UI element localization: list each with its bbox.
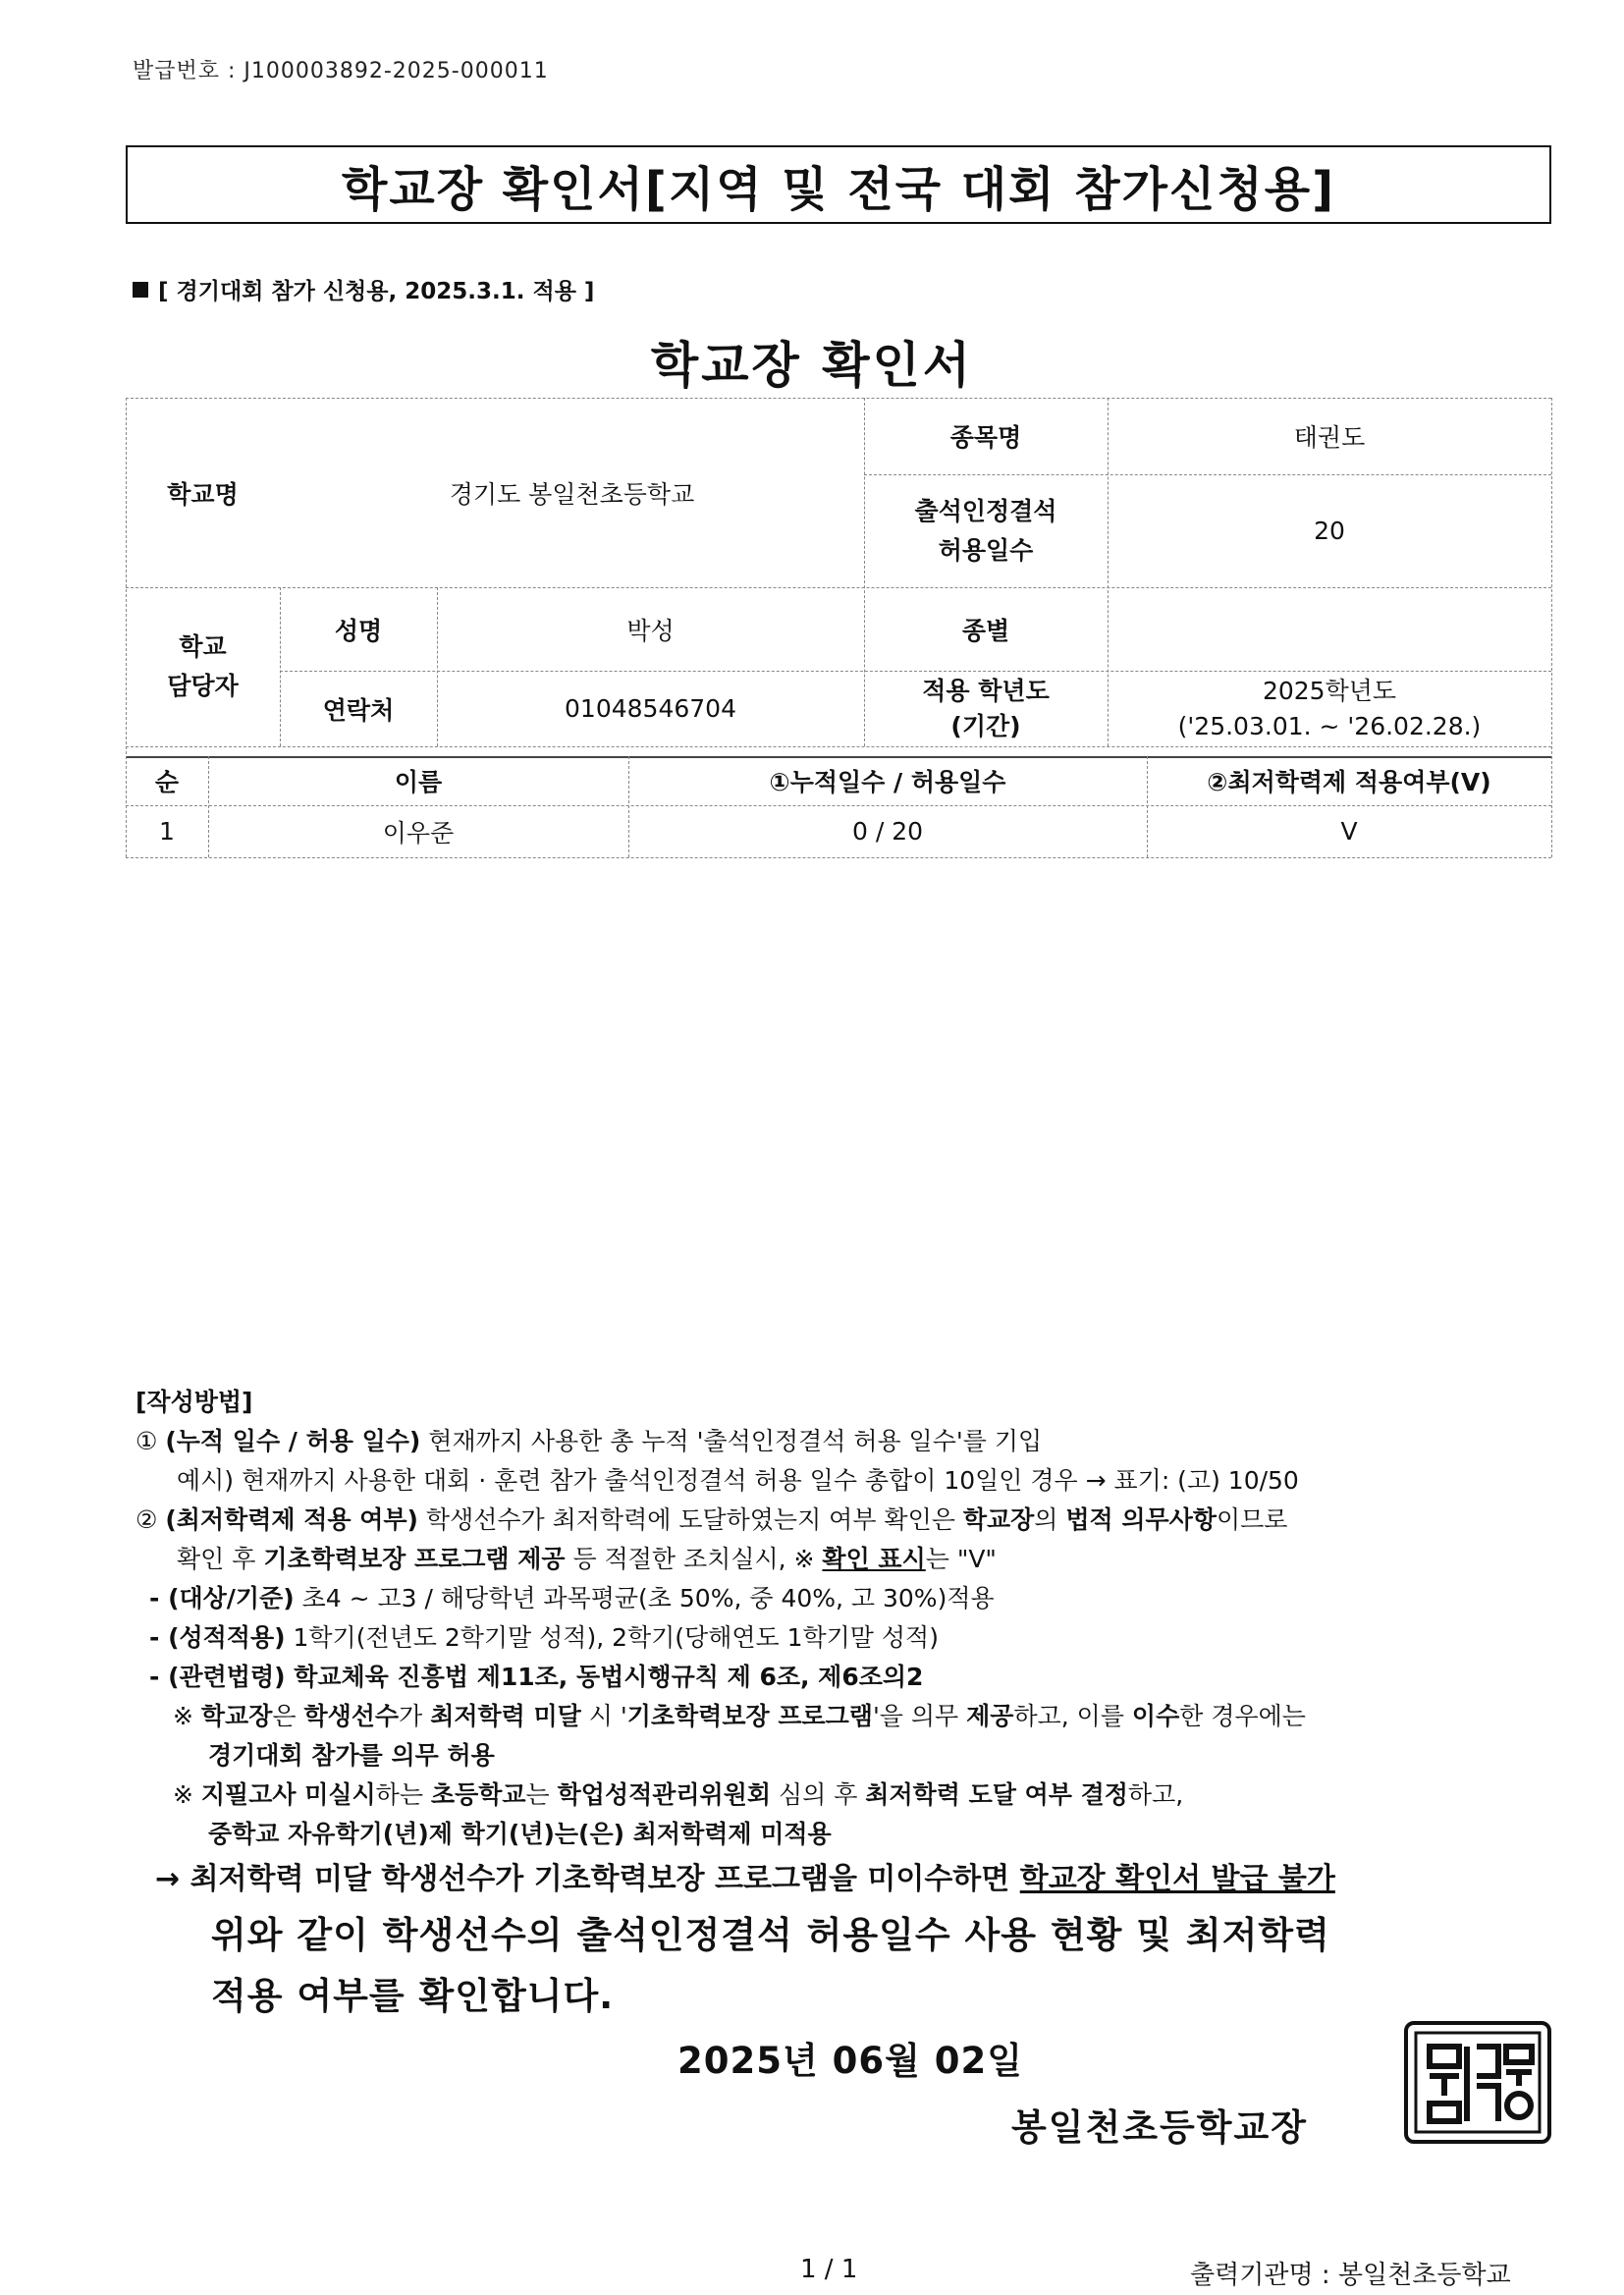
detail-grades-title: - (성적적용) bbox=[149, 1623, 286, 1652]
note-1-text: 현재까지 사용한 총 누적 '출석인정결석 허용 일수'를 기입 bbox=[420, 1427, 1043, 1455]
sn1-t5: 하고, 이를 bbox=[1013, 1702, 1132, 1730]
name-value: 박성 bbox=[626, 616, 675, 645]
manager-label-line2: 담당자 bbox=[167, 672, 239, 700]
sn1-b5: 제공 bbox=[966, 1702, 1014, 1730]
athlete-days: 0 / 20 bbox=[851, 817, 924, 846]
principal-signature: 봉일천초등학교장 bbox=[1011, 2106, 1308, 2149]
contact-value: 01048546704 bbox=[565, 694, 736, 723]
school-year-label bbox=[864, 671, 1108, 746]
athletes-header-days: ①누적일수 / 허용일수 bbox=[769, 768, 1006, 796]
sn1-t2: 가 bbox=[399, 1702, 431, 1730]
note-2-mark: ② bbox=[135, 1505, 166, 1534]
note-2-line2 bbox=[135, 1540, 1335, 1579]
confirmation-line1: 위와 같이 학생선수의 출석인정결석 허용일수 사용 현황 및 최저학력 bbox=[211, 1914, 1330, 1956]
header-title: 학교장 확인서[지역 및 전국 대회 참가신청용] bbox=[341, 161, 1336, 217]
arrow-note-underlined: 학교장 확인서 발급 불가 bbox=[1019, 1862, 1335, 1896]
absence-label-line1: 출석인정결석 bbox=[914, 496, 1057, 525]
official-seal-icon bbox=[1404, 2021, 1551, 2144]
type-value bbox=[1108, 587, 1551, 671]
detail-target-text: 초4 ~ 고3 / 해당학년 과목평균(초 50%, 중 40%, 고 30%)적용 bbox=[294, 1584, 995, 1612]
athletes-header-order: 순 bbox=[154, 768, 180, 796]
document-title: 학교장 확인서 bbox=[650, 337, 974, 394]
athlete-order: 1 bbox=[159, 817, 175, 846]
note-1-mark: ① bbox=[135, 1427, 166, 1455]
athlete-name: 이우준 bbox=[382, 818, 455, 847]
school-year-value-line1: 2025학년도 bbox=[1262, 676, 1397, 705]
absence-allowance-label bbox=[864, 474, 1108, 587]
square-bullet-icon bbox=[133, 282, 148, 298]
special-note-2-mark: ※ bbox=[173, 1780, 201, 1809]
type-label: 종별 bbox=[961, 616, 1010, 645]
subheader-text: [ 경기대회 참가 신청용, 2025.3.1. 적용 ] bbox=[158, 279, 595, 304]
school-year-value bbox=[1108, 671, 1551, 746]
sn1-t1: 은 bbox=[272, 1702, 304, 1730]
school-name-value: 경기도 봉일천초등학교 bbox=[449, 479, 695, 509]
detail-grades-text: 1학기(전년도 2학기말 성적), 2학기(당해연도 1학기말 성적) bbox=[285, 1623, 939, 1652]
absence-allowance-value: 20 bbox=[1314, 517, 1345, 545]
sn2-b2: 초등학교 bbox=[430, 1780, 526, 1809]
confirmation-line2: 적용 여부를 확인합니다. bbox=[211, 1975, 615, 2017]
header-title-box bbox=[126, 145, 1551, 224]
note-2-text3: 이므로 bbox=[1217, 1505, 1288, 1534]
special-note-2 bbox=[135, 1776, 1335, 1815]
writing-instructions bbox=[135, 1383, 1335, 1901]
sn1-t6: 한 경우에는 bbox=[1179, 1702, 1306, 1730]
school-name-label: 학교명 bbox=[167, 479, 239, 509]
note-2-text: 학생선수가 최저학력에 도달하였는지 여부 확인은 bbox=[417, 1505, 963, 1534]
note-2b-check-mark-label: 확인 표시 bbox=[822, 1545, 926, 1573]
issuing-organization: 출력기관명 : 봉일천초등학교 bbox=[1190, 2261, 1511, 2290]
arrow-note-text: → 최저학력 미달 학생선수가 기초학력보장 프로그램을 미이수하면 bbox=[155, 1862, 1020, 1896]
note-2-bold-principal: 학교장 bbox=[962, 1505, 1035, 1534]
note-2 bbox=[135, 1501, 1335, 1540]
sn2-b1: 지필고사 미실시 bbox=[200, 1780, 376, 1809]
sn2-b4: 최저학력 도달 여부 결정 bbox=[865, 1780, 1128, 1809]
event-value: 태권도 bbox=[1293, 423, 1366, 452]
special-note-1 bbox=[135, 1697, 1335, 1736]
note-2-bold-duty: 법적 의무사항 bbox=[1065, 1505, 1217, 1534]
contact-label: 연락처 bbox=[322, 695, 395, 725]
sn1-b6: 이수 bbox=[1131, 1702, 1180, 1730]
sn2-t4: 하고, bbox=[1127, 1780, 1184, 1809]
note-2b-text3: 는 "V" bbox=[925, 1545, 997, 1573]
detail-target-title: - (대상/기준) bbox=[149, 1584, 295, 1612]
school-year-label-line1: 적용 학년도 bbox=[922, 676, 1050, 705]
athletes-header-name: 이름 bbox=[394, 768, 443, 796]
event-label: 종목명 bbox=[949, 423, 1022, 452]
detail-grades bbox=[135, 1618, 1335, 1658]
sn1-b2: 학생선수 bbox=[303, 1702, 400, 1730]
name-label: 성명 bbox=[334, 616, 383, 645]
absence-label-line2: 허용일수 bbox=[938, 535, 1034, 565]
school-year-value-line2: ('25.03.01. ~ '26.02.28.) bbox=[1177, 711, 1482, 740]
note-1 bbox=[135, 1422, 1335, 1461]
sn2-t2: 는 bbox=[525, 1780, 558, 1809]
special-note-1-mark: ※ bbox=[173, 1702, 201, 1730]
sn2-t3: 심의 후 bbox=[771, 1780, 866, 1809]
confirmation-statement bbox=[211, 1905, 1330, 2027]
sn1-t3: 시 ' bbox=[580, 1702, 627, 1730]
arrow-note bbox=[135, 1858, 1335, 1901]
sn2-b3: 학업성적관리위원회 bbox=[557, 1780, 771, 1809]
sn1-b3: 최저학력 미달 bbox=[430, 1702, 581, 1730]
note-2b-text2: 등 적절한 조치실시, ※ bbox=[565, 1545, 823, 1573]
sn1-t4: '을 의무 bbox=[872, 1702, 967, 1730]
page-number: 1 / 1 bbox=[800, 2255, 858, 2284]
sn1-b4: 기초학력보장 프로그램 bbox=[626, 1702, 873, 1730]
issue-number: 발급번호 : J100003892-2025-000011 bbox=[133, 59, 549, 83]
note-2-title: (최저학력제 적용 여부) bbox=[165, 1505, 418, 1534]
note-1-example: 예시) 현재까지 사용한 대회 · 훈련 참가 출석인정결석 허용 일수 총합이 10일인 경우 → 표기: (고) 10/50 bbox=[177, 1466, 1299, 1495]
special-note-2-line2: 중학교 자유학기(년)제 학기(년)는(은) 최저학력제 미적용 bbox=[208, 1820, 832, 1848]
issue-date: 2025년 06월 02일 bbox=[677, 2040, 1023, 2082]
manager-label-line1: 학교 bbox=[179, 632, 227, 661]
sn1-b1: 학교장 bbox=[200, 1702, 273, 1730]
note-2b-text: 확인 후 bbox=[177, 1545, 264, 1573]
detail-target bbox=[135, 1579, 1335, 1618]
manager-label bbox=[126, 587, 280, 746]
note-2b-bold: 기초학력보장 프로그램 제공 bbox=[263, 1545, 566, 1573]
school-year-label-line2: (기간) bbox=[950, 711, 1021, 740]
athletes-header-min-academic: ②최저학력제 적용여부(V) bbox=[1207, 768, 1491, 796]
sn2-t1: 하는 bbox=[375, 1780, 431, 1809]
note-2-text2: 의 bbox=[1034, 1505, 1066, 1534]
detail-laws: - (관련법령) 학교체육 진흥법 제11조, 동법시행규칙 제 6조, 제6조의2 bbox=[149, 1663, 924, 1691]
subheader bbox=[133, 273, 594, 305]
athlete-min-academic: V bbox=[1340, 817, 1358, 846]
special-note-1-line2: 경기대회 참가를 의무 허용 bbox=[208, 1741, 495, 1770]
note-1-title: (누적 일수 / 허용 일수) bbox=[165, 1427, 421, 1455]
notes-heading: [작성방법] bbox=[135, 1388, 253, 1416]
